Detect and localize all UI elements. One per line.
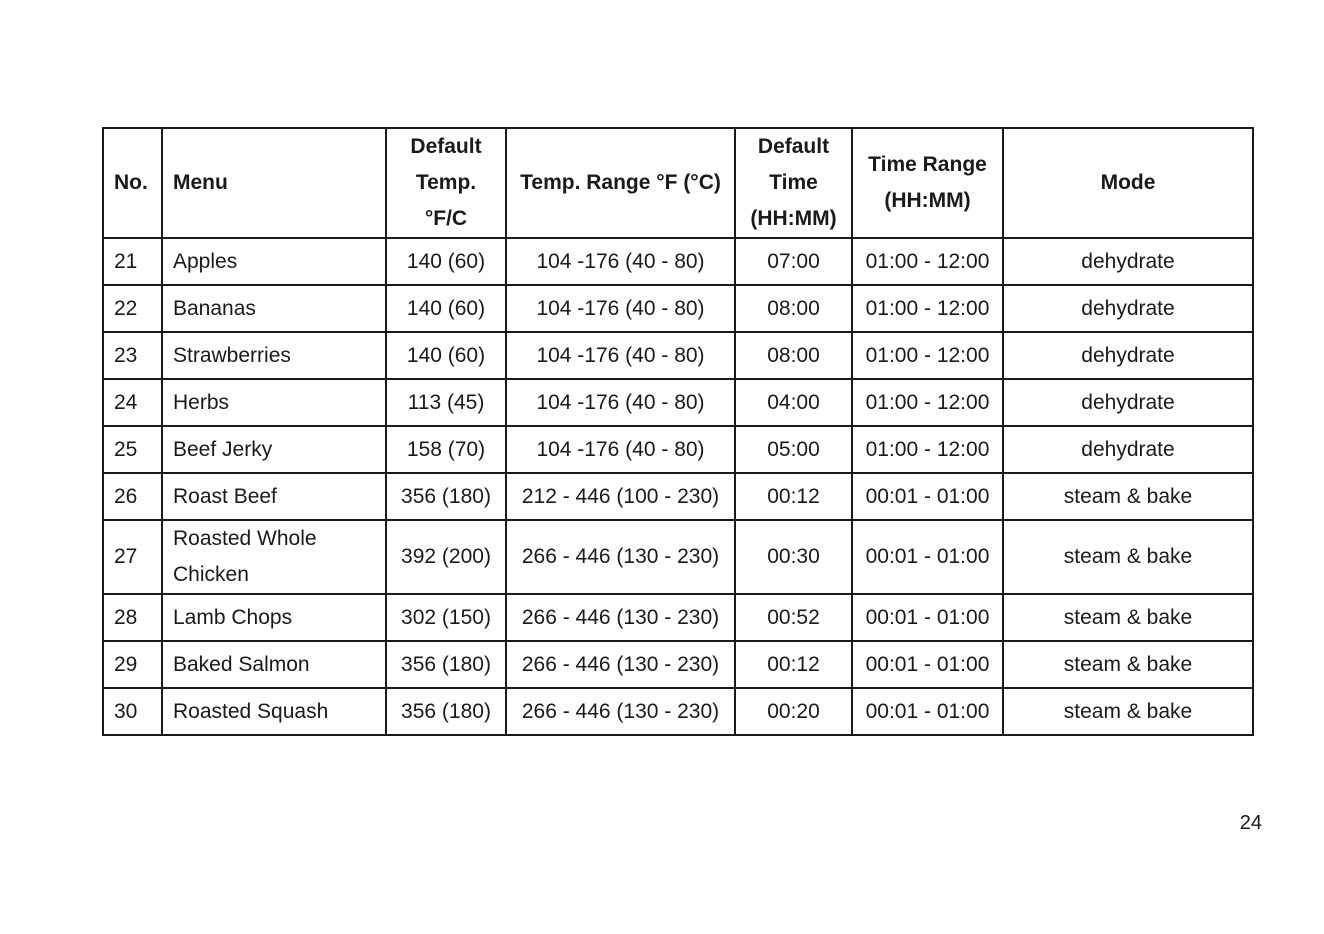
cell-temp-range: 104 -176 (40 - 80) — [506, 285, 735, 332]
table-header-row — [103, 128, 1253, 238]
cell-menu: Herbs — [162, 379, 386, 426]
cell-mode: steam & bake — [1003, 594, 1253, 641]
cell-default-temp: 140 (60) — [386, 285, 506, 332]
table-row — [103, 238, 1253, 285]
cell-menu: Bananas — [162, 285, 386, 332]
header-mode: Mode — [1003, 128, 1253, 238]
header-default-temp-line: Default — [410, 135, 482, 158]
cell-mode: dehydrate — [1003, 285, 1253, 332]
cell-temp-range: 104 -176 (40 - 80) — [506, 332, 735, 379]
cell-temp-range: 266 - 446 (130 - 230) — [506, 688, 735, 735]
cell-temp-range: 104 -176 (40 - 80) — [506, 426, 735, 473]
cell-no: 28 — [103, 594, 162, 641]
header-default-time-line: (HH:MM) — [750, 207, 837, 230]
cell-default-time: 00:30 — [735, 520, 852, 594]
cell-time-range: 00:01 - 01:00 — [852, 641, 1003, 688]
cell-time-range: 01:00 - 12:00 — [852, 285, 1003, 332]
cell-no: 25 — [103, 426, 162, 473]
cell-default-time: 00:20 — [735, 688, 852, 735]
header-no: No. — [103, 128, 162, 238]
cell-default-time: 00:12 — [735, 641, 852, 688]
cell-temp-range: 266 - 446 (130 - 230) — [506, 594, 735, 641]
table-row — [103, 379, 1253, 426]
cell-mode: dehydrate — [1003, 332, 1253, 379]
table-row — [103, 688, 1253, 735]
cell-default-time: 00:12 — [735, 473, 852, 520]
table-row — [103, 641, 1253, 688]
cell-no: 24 — [103, 379, 162, 426]
cell-no: 22 — [103, 285, 162, 332]
cell-default-time: 08:00 — [735, 285, 852, 332]
cell-default-temp: 356 (180) — [386, 641, 506, 688]
cell-mode: steam & bake — [1003, 520, 1253, 594]
cell-time-range: 00:01 - 01:00 — [852, 688, 1003, 735]
table-row — [103, 520, 1253, 594]
cell-menu: Beef Jerky — [162, 426, 386, 473]
header-default-time-line: Default — [757, 135, 830, 158]
cell-default-temp: 158 (70) — [386, 426, 506, 473]
table-row — [103, 473, 1253, 520]
cell-mode: steam & bake — [1003, 641, 1253, 688]
cell-default-temp: 140 (60) — [386, 238, 506, 285]
cell-time-range: 00:01 - 01:00 — [852, 594, 1003, 641]
cell-default-temp: 356 (180) — [386, 688, 506, 735]
header-default-time — [735, 128, 852, 238]
cell-menu: Roast Beef — [162, 473, 386, 520]
cooking-menu-table — [102, 127, 1254, 736]
cell-menu: Roasted Squash — [162, 688, 386, 735]
cell-mode: dehydrate — [1003, 426, 1253, 473]
cell-menu: Apples — [162, 238, 386, 285]
cell-time-range: 01:00 - 12:00 — [852, 238, 1003, 285]
header-default-temp — [386, 128, 506, 238]
cell-default-temp: 113 (45) — [386, 379, 506, 426]
cell-time-range: 01:00 - 12:00 — [852, 332, 1003, 379]
cell-mode: dehydrate — [1003, 379, 1253, 426]
header-time-range-line: Time Range — [868, 153, 987, 176]
cell-temp-range: 266 - 446 (130 - 230) — [506, 520, 735, 594]
header-time-range-line: (HH:MM) — [884, 189, 971, 212]
cell-default-temp: 356 (180) — [386, 473, 506, 520]
cell-default-temp: 140 (60) — [386, 332, 506, 379]
cell-default-temp: 392 (200) — [386, 520, 506, 594]
cell-no: 29 — [103, 641, 162, 688]
cell-time-range: 01:00 - 12:00 — [852, 379, 1003, 426]
cell-default-time: 08:00 — [735, 332, 852, 379]
cell-default-time: 07:00 — [735, 238, 852, 285]
cell-no: 21 — [103, 238, 162, 285]
cell-menu: Lamb Chops — [162, 594, 386, 641]
cell-no: 27 — [103, 520, 162, 594]
cell-no: 26 — [103, 473, 162, 520]
cell-default-time: 04:00 — [735, 379, 852, 426]
cell-mode: steam & bake — [1003, 473, 1253, 520]
page-number: 24 — [1239, 812, 1262, 834]
cell-no: 30 — [103, 688, 162, 735]
cell-menu: Strawberries — [162, 332, 386, 379]
cell-mode: dehydrate — [1003, 238, 1253, 285]
cell-temp-range: 104 -176 (40 - 80) — [506, 238, 735, 285]
cell-default-temp: 302 (150) — [386, 594, 506, 641]
cell-temp-range: 266 - 446 (130 - 230) — [506, 641, 735, 688]
cell-time-range: 00:01 - 01:00 — [852, 473, 1003, 520]
table-body — [103, 238, 1253, 735]
cell-menu: Baked Salmon — [162, 641, 386, 688]
table-row — [103, 285, 1253, 332]
header-menu: Menu — [162, 128, 386, 238]
table-row — [103, 594, 1253, 641]
cell-temp-range: 212 - 446 (100 - 230) — [506, 473, 735, 520]
cell-default-time: 05:00 — [735, 426, 852, 473]
header-time-range — [852, 128, 1003, 238]
header-temp-range: Temp. Range °F (°C) — [506, 128, 735, 238]
cell-time-range: 00:01 - 01:00 — [852, 520, 1003, 594]
cell-menu: Roasted Whole Chicken — [162, 520, 386, 594]
cell-default-time: 00:52 — [735, 594, 852, 641]
cell-mode: steam & bake — [1003, 688, 1253, 735]
table-row — [103, 332, 1253, 379]
header-default-temp-line: °F/C — [424, 207, 468, 230]
cell-time-range: 01:00 - 12:00 — [852, 426, 1003, 473]
header-default-time-line: Time — [769, 171, 818, 194]
header-default-temp-line: Temp. — [415, 171, 477, 194]
table-row — [103, 426, 1253, 473]
cell-temp-range: 104 -176 (40 - 80) — [506, 379, 735, 426]
cell-no: 23 — [103, 332, 162, 379]
